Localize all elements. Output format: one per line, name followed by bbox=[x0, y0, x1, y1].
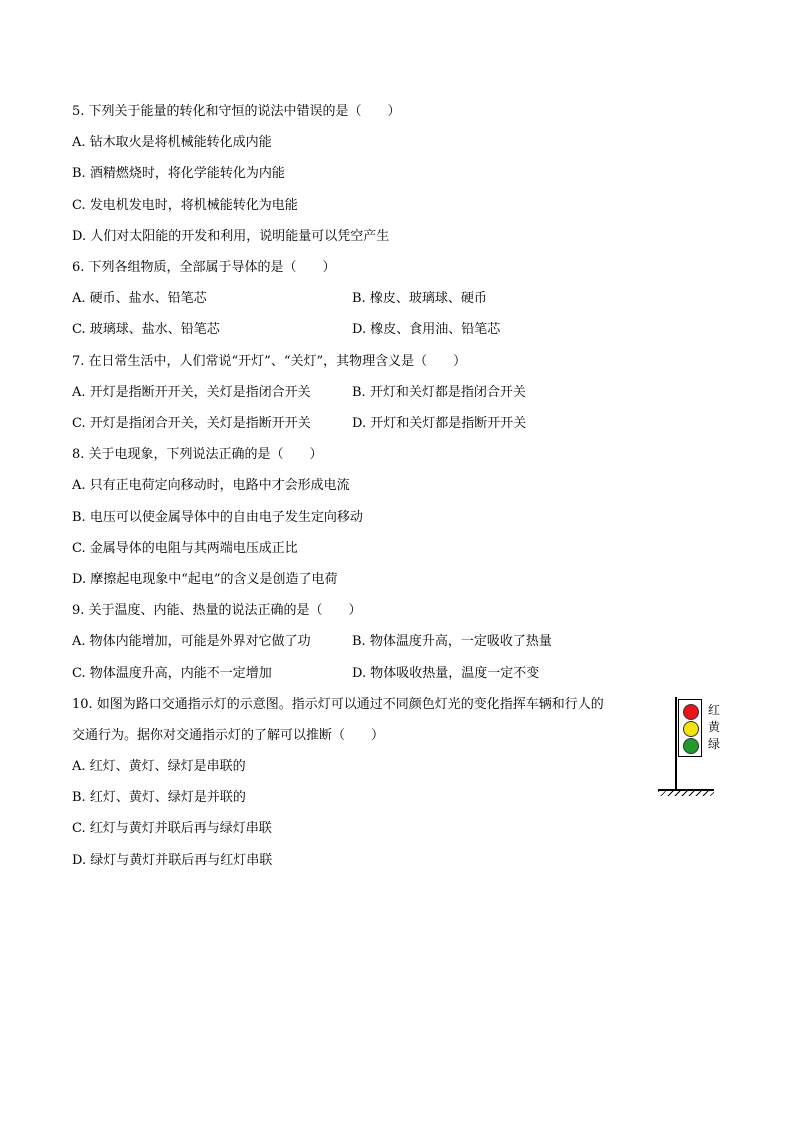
q6-option-d: D. 橡皮、食用油、铅笔芯 bbox=[352, 322, 501, 337]
q5-stem: 5. 下列关于能量的转化和守恒的说法中错误的是（ ） bbox=[72, 104, 401, 119]
signal-pole bbox=[675, 697, 677, 789]
q7-option-a: A. 开灯是指断开开关，关灯是指闭合开关 bbox=[72, 385, 311, 400]
q5-option-d: D. 人们对太阳能的开发和利用，说明能量可以凭空产生 bbox=[72, 229, 390, 244]
q6-option-b: B. 橡皮、玻璃球、硬币 bbox=[352, 291, 487, 306]
green-lamp-icon bbox=[683, 738, 699, 754]
q6-option-c: C. 玻璃球、盐水、铅笔芯 bbox=[72, 322, 220, 337]
q10-stem-line2: 交通行为。据你对交通指示灯的了解可以推断（ ） bbox=[72, 728, 385, 743]
yellow-lamp-icon bbox=[683, 721, 699, 737]
q10-option-c: C. 红灯与黄灯并联后再与绿灯串联 bbox=[72, 821, 272, 836]
green-label: 绿 bbox=[708, 737, 721, 751]
q8-option-d: D. 摩擦起电现象中“起电”的含义是创造了电荷 bbox=[72, 572, 338, 587]
q8-stem: 8. 关于电现象，下列说法正确的是（ ） bbox=[72, 447, 323, 462]
q7-option-c: C. 开灯是指闭合开关，关灯是指断开开关 bbox=[72, 416, 311, 431]
q10-option-d: D. 绿灯与黄灯并联后再与红灯串联 bbox=[72, 853, 273, 868]
traffic-light-figure bbox=[658, 697, 721, 797]
q9-option-b: B. 物体温度升高，一定吸收了热量 bbox=[352, 634, 552, 649]
q9-option-d: D. 物体吸收热量，温度一定不变 bbox=[352, 666, 540, 681]
q6-stem: 6. 下列各组物质，全部属于导体的是（ ） bbox=[72, 260, 336, 275]
signal-housing bbox=[678, 699, 702, 757]
q5-option-a: A. 钻木取火是将机械能转化成内能 bbox=[72, 135, 272, 150]
q8-option-b: B. 电压可以使金属导体中的自由电子发生定向移动 bbox=[72, 510, 363, 525]
q5-option-b: B. 酒精燃烧时，将化学能转化为内能 bbox=[72, 166, 285, 181]
q8-option-a: A. 只有正电荷定向移动时，电路中才会形成电流 bbox=[72, 478, 350, 493]
q10-stem-line1: 10. 如图为路口交通指示灯的示意图。指示灯可以通过不同颜色灯光的变化指挥车辆和行人的 bbox=[72, 697, 604, 712]
q10-option-a: A. 红灯、黄灯、绿灯是串联的 bbox=[72, 759, 246, 774]
q7-option-d: D. 开灯和关灯都是指断开开关 bbox=[352, 416, 527, 431]
q9-option-c: C. 物体温度升高，内能不一定增加 bbox=[72, 666, 272, 681]
yellow-label: 黄 bbox=[708, 720, 721, 734]
q5-option-c: C. 发电机发电时，将机械能转化为电能 bbox=[72, 198, 298, 213]
q9-option-a: A. 物体内能增加，可能是外界对它做了功 bbox=[72, 634, 311, 649]
red-label: 红 bbox=[708, 703, 721, 717]
q6-option-a: A. 硬币、盐水、铅笔芯 bbox=[72, 291, 207, 306]
red-lamp-icon bbox=[683, 704, 699, 720]
q10-option-b: B. 红灯、黄灯、绿灯是并联的 bbox=[72, 790, 246, 805]
q8-option-c: C. 金属导体的电阻与其两端电压成正比 bbox=[72, 541, 298, 556]
q7-option-b: B. 开灯和关灯都是指闭合开关 bbox=[352, 385, 526, 400]
q9-stem: 9. 关于温度、内能、热量的说法正确的是（ ） bbox=[72, 603, 362, 618]
q7-stem: 7. 在日常生活中，人们常说“开灯”、“关灯”，其物理含义是（ ） bbox=[72, 354, 467, 369]
ground-hatch bbox=[658, 791, 714, 796]
